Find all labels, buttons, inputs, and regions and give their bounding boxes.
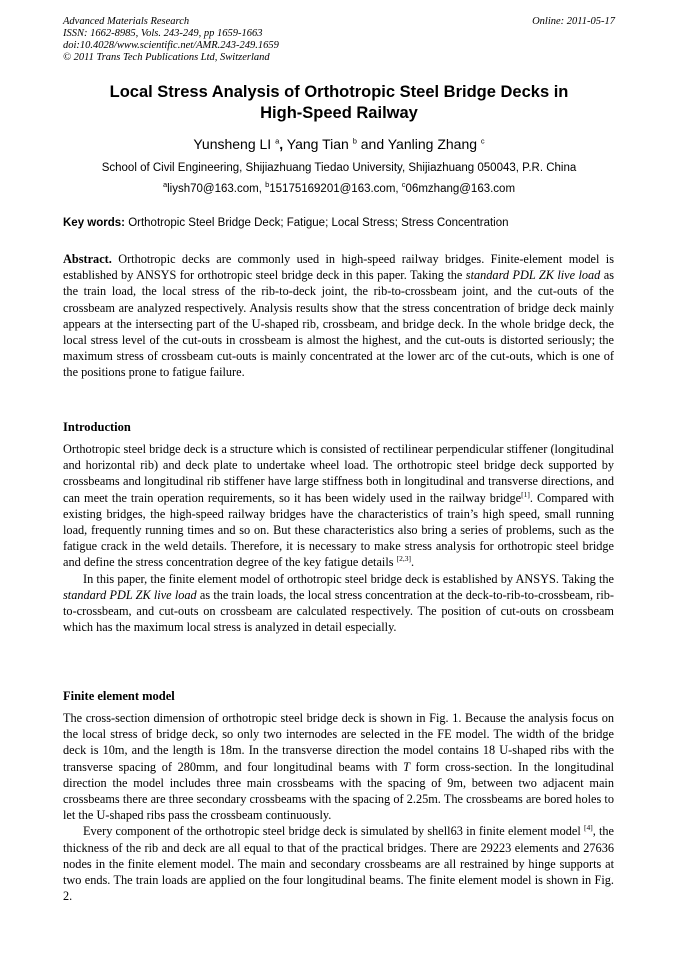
abstract-text-1: Orthotropic decks are commonly used in high-speed railway bridges. Finite-element model is established by ANSYS for orthotropic steel bridge deck in this paper. Taking the [63, 252, 614, 283]
doi-line: doi:10.4028/www.scientific.net/AMR.243-249.1659 [63, 40, 279, 51]
section-heading-introduction: Introduction [63, 420, 131, 434]
author-2-mark: b [352, 136, 357, 146]
email-a[interactable]: liysh70@163.com, [167, 183, 266, 195]
email-b-mark: b [265, 180, 270, 190]
title-line-2: High-Speed Railway [260, 104, 418, 122]
email-c[interactable]: 06mzhang@163.com [405, 183, 516, 195]
intro-p1-text-c: . [410, 555, 415, 570]
introduction-body [63, 441, 614, 635]
online-date: Online: 2011-05-17 [532, 16, 615, 27]
affiliation: School of Civil Engineering, Shijiazhuang Tiedao University, Shijiazhuang 050043, P.R. China [101, 162, 577, 174]
issn-line: ISSN: 1662-8985, Vols. 243-249, pp 1659-1663 [63, 28, 263, 39]
author-1-mark: a [275, 136, 280, 146]
intro-paragraph-2 [63, 571, 614, 636]
intro-p1-text-b: . Compared with existing bridges, the high-speed railway bridges have the characteristics of train’s high speed, small running load, frequently running times and so on. But these characteristics also bring a series of problems, such as the fatigue crack in the weld details. Therefore, it is necessary to make stress analysis for orthotropic steel bridge and define the stress concentration degree of the key fatigue details [63, 490, 615, 570]
journal-name: Advanced Materials Research [63, 16, 190, 27]
email-a-mark: a [162, 180, 168, 190]
abstract-label: Abstract. [63, 252, 112, 266]
copyright-line: © 2011 Trans Tech Publications Ltd, Switzerland [63, 52, 270, 63]
author-3: and Yanling Zhang [356, 136, 478, 152]
author-list [63, 136, 615, 152]
email-list [63, 180, 615, 195]
intro-p2-text-b: as the train loads, the local stress concentration at the deck-to-rib-to-crossbeam, rib-to-crossbeam, and cut-outs on crossbeam are calculated respectively. The position of cut-outs on crossbeam which has the maximum local stress is analyzed in detail especially. [63, 587, 614, 635]
fem-p2-text-b: , the thickness of the rib and deck are all equal to that of the practical bridges. There are 29223 elements and 27636 nodes in the finite element model. The main and secondary crossbeams are all restrained by hinge supports at two ends. The train loads are applied on the four longitudinal beams. The finite element model is shown in Fig. 2. [63, 824, 614, 904]
paper-title [63, 82, 615, 124]
fem-paragraph-1 [63, 710, 614, 823]
email-b[interactable]: 15175169201@163.com, [269, 183, 402, 195]
citation-2-3: [2,3] [396, 554, 411, 564]
keywords-label: Key words: [63, 217, 125, 229]
fem-p1-text-a: The cross-section dimension of orthotropic steel bridge deck is shown in Fig. 1. Because the analysis focus on the local stress of bridge deck, so only two internodes are selected in the FE model. The width of the bridge deck is 10m, and the length is 18m. In the transverse direction the model contains 18 U-shaped ribs with the transverse spacing of 280mm, and four longitudinal beams with [63, 711, 614, 774]
email-c-mark: c [401, 180, 406, 190]
fem-paragraph-2 [63, 823, 614, 904]
title-line-1: Local Stress Analysis of Orthotropic Steel Bridge Decks in [109, 83, 569, 101]
author-2: Yang Tian [283, 136, 349, 152]
intro-p2-text-a: In this paper, the finite element model of orthotropic steel bridge deck is established by ANSYS. Taking the [83, 571, 614, 586]
abstract-text-2: as the train load, the local stress of the rib-to-deck joint, the rib-to-crossbeam joint, and the cut-outs of the crossbeam are analyzed respectively. Analysis results show that the stress concentration of bridge deck mainly appears at the intersecting part of the U-shaped rib, crossbeam, and bridge deck. In the whole bridge deck, the local stress level of the cut-outs in crossbeam is almost the highest, and the cut-outs is distorted seriously; the maximum stress of crossbeam cut-outs is mainly concentrated at the lower arc of the cut-outs, which is one of the positions prone to fatigue failure. [63, 268, 614, 380]
fem-p1-italic: T [403, 759, 410, 774]
fem-body [63, 710, 614, 904]
author-3-mark: c [480, 136, 485, 146]
keywords [63, 217, 615, 229]
author-sep-1: , [279, 136, 284, 152]
citation-4: [4] [583, 823, 593, 833]
citation-1: [1] [521, 489, 530, 499]
keywords-text: Orthotropic Steel Bridge Deck; Fatigue; Local Stress; Stress Concentration [125, 217, 509, 229]
section-heading-fem: Finite element model [63, 689, 175, 703]
intro-p1-text-a: Orthotropic steel bridge deck is a structure which is consisted of rectilinear perpendicular stiffener (longitudinal and horizontal rib) and deck plate to undertake wheel load. The orthotropic steel bridge deck supported by crossbeams and longitudinal rib stiffener have large stiffness both in longitudinal and transverse directions, and can meet the train operation requirements, so it has been widely used in the railway bridge [63, 442, 614, 505]
fem-p1-text-b: form cross-section. In the longitudinal direction the model includes three main crossbeams with the spacing of 9m, between two adjacent main crossbeams there are three secondary crossbeams with the spacing of 2.25m. The crossbeams are bored holes to let the U-shaped ribs pass the crossbeam continuously. [63, 759, 615, 823]
abstract [63, 251, 614, 381]
fem-p2-text-a: Every component of the orthotropic steel bridge deck is simulated by shell63 in finite element model [83, 824, 584, 839]
author-1: Yunsheng LI [193, 136, 272, 152]
abstract-italic: standard PDL ZK live load [465, 268, 601, 283]
running-header [63, 16, 615, 64]
intro-paragraph-1 [63, 441, 614, 571]
intro-p2-italic: standard PDL ZK live load [63, 587, 197, 602]
